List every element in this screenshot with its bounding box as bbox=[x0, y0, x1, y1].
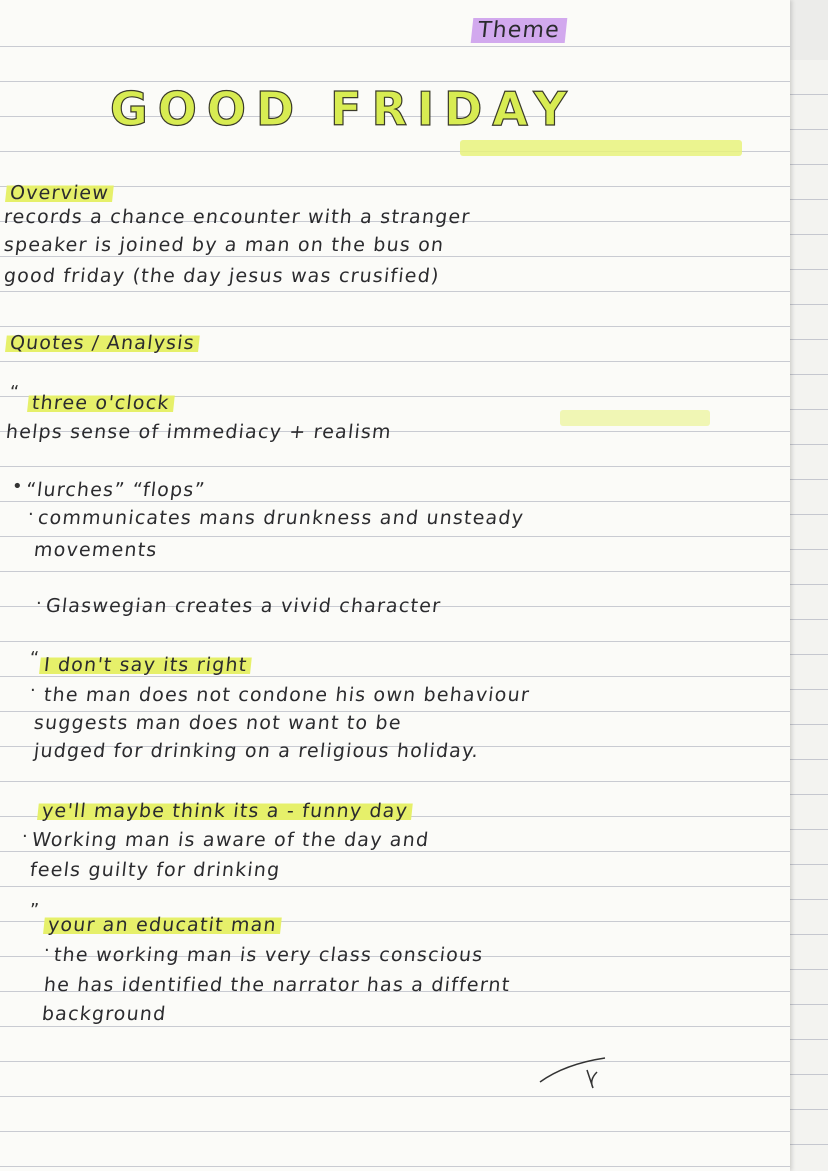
quote-text: I don't say its right bbox=[39, 654, 253, 676]
pen-scribble bbox=[535, 1052, 615, 1092]
overview-line: good friday (the day jesus was crusified) bbox=[2, 265, 441, 287]
quote-text: ye'll maybe think its a - funny day bbox=[37, 800, 413, 822]
quote-text: “lurches” “flops” bbox=[24, 479, 207, 501]
analysis-note: suggests man does not want to be bbox=[32, 712, 403, 734]
bullet-mark: · bbox=[28, 504, 34, 525]
bullet-mark: “ bbox=[30, 648, 40, 669]
analysis-note: Glaswegian creates a vivid character bbox=[44, 595, 443, 617]
underlying-page bbox=[790, 60, 828, 1171]
analysis-note: feels guilty for drinking bbox=[28, 859, 282, 881]
analysis-note: the working man is very class conscious bbox=[52, 944, 485, 966]
quote-text: three o'clock bbox=[27, 392, 175, 414]
analysis-note: background bbox=[40, 1003, 168, 1025]
analysis-note: the man does not condone his own behaviour bbox=[42, 684, 531, 706]
overview-line: records a chance encounter with a stranger bbox=[2, 206, 472, 228]
quote-text: your an educatit man bbox=[43, 914, 282, 936]
page-title: GOOD FRIDAY bbox=[110, 82, 577, 136]
bullet-mark: “ bbox=[10, 382, 20, 403]
overview-heading: Overview bbox=[5, 182, 114, 204]
analysis-note: helps sense of immediacy + realism bbox=[4, 421, 393, 443]
bullet-mark: · bbox=[30, 680, 36, 701]
bullet-mark: ” bbox=[30, 900, 40, 921]
analysis-note: judged for drinking on a religious holiday. bbox=[32, 740, 481, 762]
bullet-mark: · bbox=[44, 940, 50, 961]
analysis-note: Working man is aware of the day and bbox=[30, 829, 431, 851]
analysis-note: he has identified the narrator has a differnt bbox=[42, 974, 512, 996]
bullet-mark: • bbox=[12, 476, 23, 497]
theme-label: Theme bbox=[471, 18, 568, 43]
overview-line: speaker is joined by a man on the bus on bbox=[2, 234, 446, 256]
highlighter-smear bbox=[560, 410, 710, 426]
quotes-heading: Quotes / Analysis bbox=[5, 332, 200, 354]
bullet-mark: · bbox=[22, 826, 28, 847]
analysis-note: communicates mans drunkness and unsteady bbox=[36, 507, 526, 529]
highlighter-smear bbox=[460, 140, 742, 156]
bullet-mark: · bbox=[36, 593, 42, 614]
analysis-note: movements bbox=[32, 539, 159, 561]
